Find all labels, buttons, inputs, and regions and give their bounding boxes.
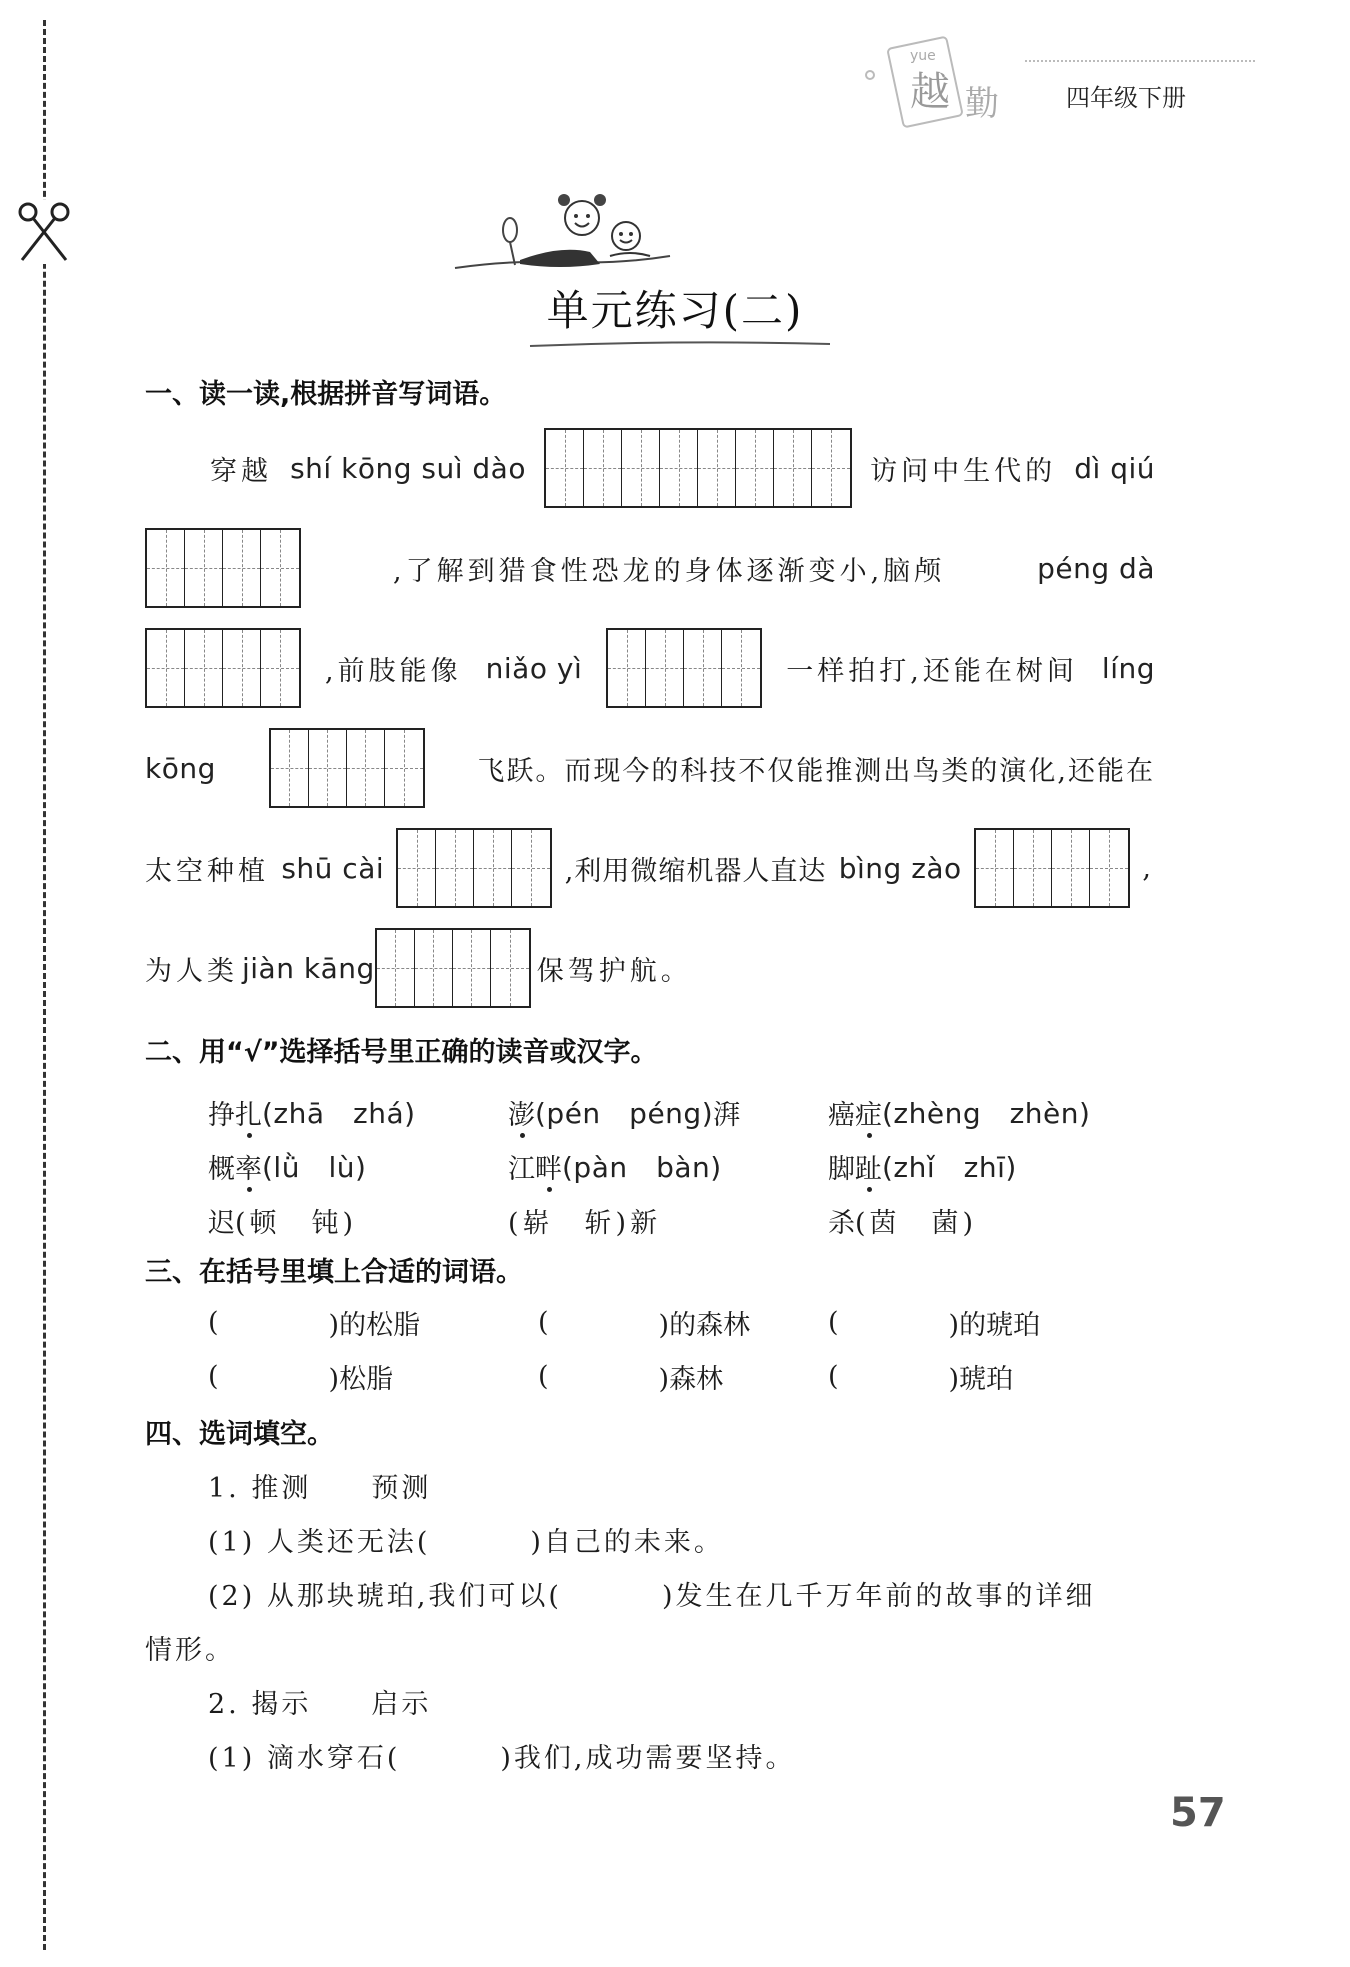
choice-item[interactable] <box>508 1201 828 1240</box>
q1-text-a: (1) 人类还无法( <box>208 1527 431 1558</box>
fill-item[interactable] <box>828 1357 1158 1396</box>
fill-item[interactable] <box>538 1357 828 1396</box>
fill-suffix: )的松脂 <box>328 1309 421 1341</box>
choice-pre: 癌 <box>828 1099 855 1131</box>
title-underline <box>520 336 840 356</box>
dotted-char: 扎 <box>235 1093 262 1132</box>
section1-line-4 <box>145 728 1155 808</box>
q2-text-a: (2) 从那块琥珀,我们可以( <box>208 1581 562 1612</box>
choice-item[interactable] <box>208 1146 508 1186</box>
line4-pinyin: kōng <box>145 751 216 785</box>
line4-text-a: 飞跃。而现今的科技不仅能推测出鸟类的演化,还能在 <box>477 755 1155 787</box>
choice-row <box>208 1193 1168 1247</box>
fill-item[interactable] <box>208 1303 538 1342</box>
choice-item[interactable] <box>828 1092 1168 1132</box>
choice-item[interactable] <box>508 1092 828 1132</box>
line2-text-a: ,了解到猎食性恐龙的身体逐渐变小,脑颅 <box>392 555 946 587</box>
section1-heading: 一、读一读,根据拼音写词语。 <box>145 379 507 410</box>
choice-options: (pàn bàn) <box>562 1151 722 1184</box>
answer-grid[interactable] <box>145 628 301 708</box>
choice-row <box>208 1139 1168 1193</box>
line1-text-a: 穿越 <box>210 455 272 487</box>
line6-pinyin: jiàn kāng <box>242 951 375 985</box>
dotted-char: 率 <box>235 1147 262 1186</box>
line1-pinyin-2: dì qiú <box>1074 451 1155 485</box>
brand-char-2: 勤 <box>965 84 999 124</box>
fill-row <box>208 1354 1158 1398</box>
choice-options: (顿 钝) <box>235 1207 358 1239</box>
choice-pre: 脚 <box>828 1153 855 1185</box>
line5-pinyin-2: bìng zào <box>838 851 962 885</box>
line3-pinyin-1: niǎo yì <box>485 651 583 685</box>
fill-item[interactable] <box>828 1303 1158 1342</box>
answer-grid[interactable] <box>145 528 301 608</box>
choice-options: (崭 斩) <box>508 1207 631 1239</box>
scissors-icon <box>16 200 72 264</box>
grade-label: 四年级下册 <box>1066 84 1186 112</box>
dotted-char: 澎 <box>508 1093 535 1132</box>
choice-item[interactable] <box>508 1146 828 1186</box>
fill-suffix: )森林 <box>658 1363 724 1395</box>
choice-options: (zhèng zhèn) <box>882 1097 1091 1130</box>
choice-item[interactable] <box>208 1201 508 1240</box>
paren-open: ( <box>828 1306 839 1338</box>
dotted-char: 趾 <box>855 1147 882 1186</box>
line3-pinyin-2: líng <box>1101 651 1155 685</box>
choice-pre: 概 <box>208 1153 235 1185</box>
section1-line-5 <box>145 828 1155 908</box>
brand-logo <box>850 30 1020 140</box>
fill-suffix: )松脂 <box>328 1363 394 1395</box>
paren-open: ( <box>208 1360 219 1392</box>
header-divider <box>1025 60 1255 62</box>
choice-pre: 迟 <box>208 1207 235 1239</box>
choice-item[interactable] <box>208 1092 508 1132</box>
paren-open: ( <box>538 1360 549 1392</box>
paren-open: ( <box>208 1306 219 1338</box>
page-title: 单元练习(二) <box>546 286 804 335</box>
answer-grid[interactable] <box>375 928 531 1008</box>
choice-item[interactable] <box>828 1201 1168 1240</box>
choice-options: (zhǐ zhī) <box>882 1151 1017 1184</box>
line5-pinyin-1: shū cài <box>281 851 385 885</box>
section1-line-1 <box>210 428 1155 508</box>
question-2-1[interactable] <box>208 1736 796 1775</box>
choice-post: 新 <box>630 1207 658 1239</box>
question-1-2[interactable] <box>208 1574 1096 1613</box>
fill-suffix: )琥珀 <box>948 1363 1014 1395</box>
choice-options: (zhā zhá) <box>262 1097 416 1130</box>
line6-text-b: 保驾护航。 <box>536 955 692 987</box>
section4-heading: 四、选词填空。 <box>145 1419 334 1450</box>
page-number: 57 <box>1170 1790 1226 1836</box>
choice-post: 湃 <box>713 1099 741 1131</box>
section1-line-3 <box>145 628 1155 708</box>
paren-open: ( <box>828 1360 839 1392</box>
fill-suffix: )的琥珀 <box>948 1309 1041 1341</box>
dotted-char: 症 <box>855 1093 882 1132</box>
answer-grid[interactable] <box>269 728 425 808</box>
line5-text-a: 太空种植 <box>145 855 269 887</box>
section1-line-6 <box>145 928 1155 1008</box>
fill-suffix: )的森林 <box>658 1309 751 1341</box>
choice-row <box>208 1085 1168 1139</box>
section1-line-2 <box>145 528 1155 608</box>
choice-options: (lǜ lù) <box>262 1151 367 1184</box>
line5-text-b: ,利用微缩机器人直达 <box>564 855 827 887</box>
q3-text-a: (1) 滴水穿石( <box>208 1743 401 1774</box>
choice-grid <box>208 1085 1168 1247</box>
answer-grid[interactable] <box>974 828 1130 908</box>
choice-options: (茵 菌) <box>855 1207 978 1239</box>
q1-text-b: )自己的未来。 <box>530 1527 724 1558</box>
q3-text-b: )我们,成功需要坚持。 <box>500 1743 796 1774</box>
choice-pre: 挣 <box>208 1099 235 1131</box>
question-1-2-cont: 情形。 <box>145 1635 235 1666</box>
kids-illustration <box>450 190 680 280</box>
dotted-char: 畔 <box>535 1147 562 1186</box>
q2-text-b: )发生在几千万年前的故事的详细 <box>661 1581 1096 1612</box>
section3-heading: 三、在括号里填上合适的词语。 <box>145 1257 523 1288</box>
choice-options: (pén péng) <box>535 1097 714 1130</box>
line5-text-c: , <box>1142 852 1155 884</box>
fill-item[interactable] <box>208 1357 538 1396</box>
line6-text-a: 为人类 <box>145 955 238 987</box>
choice-item[interactable] <box>828 1146 1168 1186</box>
choice-pre: 江 <box>508 1153 535 1185</box>
brand-char-1: 越 <box>910 69 950 115</box>
answer-grid[interactable] <box>606 628 762 708</box>
choice-pre: 杀 <box>828 1207 855 1239</box>
brand-pinyin: yue <box>910 48 936 64</box>
line3-text-a: ,前肢能像 <box>325 655 462 687</box>
line1-text-b: 访问中生代的 <box>870 455 1057 487</box>
answer-grid[interactable] <box>396 828 552 908</box>
answer-grid[interactable] <box>544 428 852 508</box>
fill-item[interactable] <box>538 1303 828 1342</box>
line1-pinyin-1: shí kōng suì dào <box>290 451 526 485</box>
line3-text-b: 一样拍打,还能在树间 <box>786 655 1078 687</box>
section2-heading: 二、用“√”选择括号里正确的读音或汉字。 <box>145 1037 658 1068</box>
paren-open: ( <box>538 1306 549 1338</box>
word-options-2: 2. 揭示 启示 <box>208 1689 432 1720</box>
word-options-1: 1. 推测 预测 <box>208 1473 432 1504</box>
question-1-1[interactable] <box>208 1520 724 1559</box>
fill-row <box>208 1300 1158 1344</box>
line2-pinyin: péng dà <box>1037 551 1155 585</box>
